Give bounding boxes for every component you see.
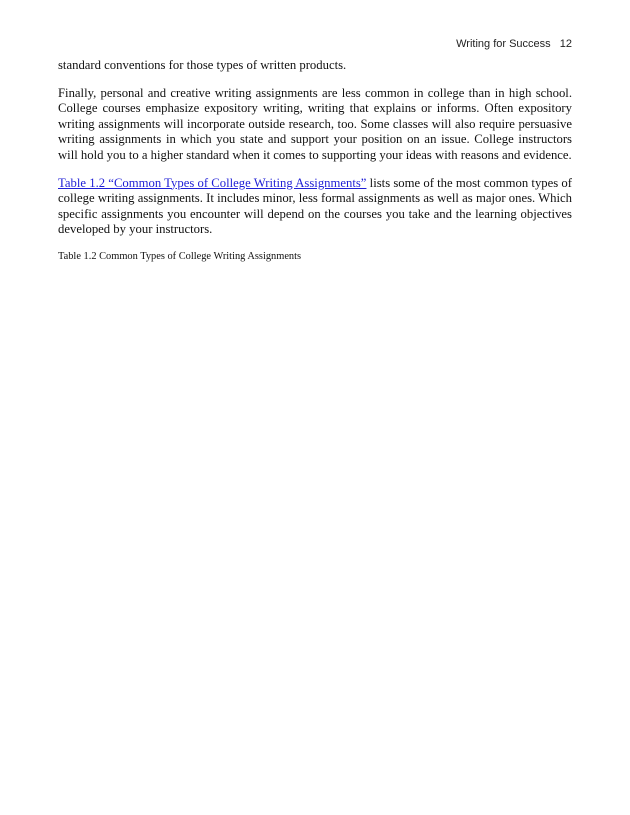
body-content	[58, 58, 572, 263]
paragraph-table-reference-text: lists some of the most common types of college writing assignments. It includes minor, less formal assignments as well as major ones. Which specific assignments you encounter will depend on the courses you take and the learning objectives developed by your instructors.	[58, 175, 572, 237]
running-title: Writing for Success	[456, 38, 551, 50]
table-caption: Table 1.2 Common Types of College Writing Assignments	[58, 250, 302, 262]
page-number: 12	[559, 38, 572, 50]
table-reference-link[interactable]: Table 1.2 “Common Types of College Writing Assignments”	[58, 175, 367, 190]
running-header	[456, 38, 572, 50]
paragraph-continuation: standard conventions for those types of written products.	[58, 58, 347, 72]
paragraph-table-reference	[58, 176, 572, 238]
paragraph-expository-writing: Finally, personal and creative writing assignments are less common in college than in high school. College courses emphasize expository writing, writing that explains or informs. Often expository writing assignments will incorporate outside research, too. Some classes will also require persuasive writing assignments in which you state and support your position on an issue. College instructors will hold you to a higher standard when it comes to supporting your ideas with reasons and evidence.	[58, 85, 572, 162]
